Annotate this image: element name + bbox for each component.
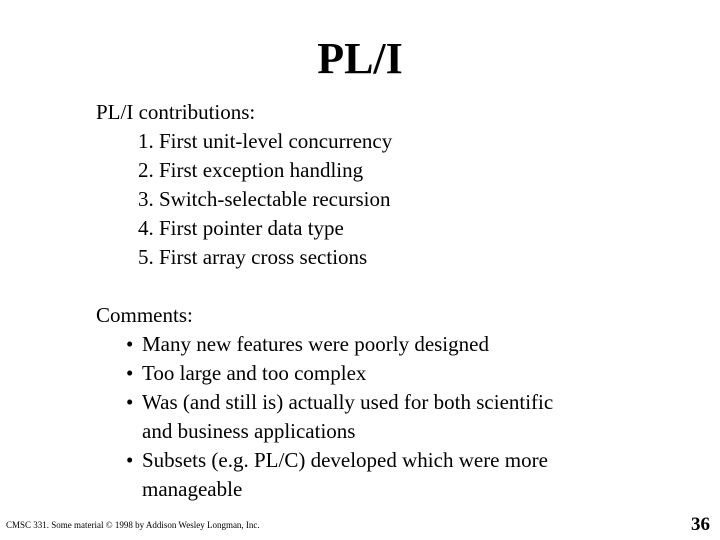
comments-section [96,301,553,504]
page-number: 36 [691,514,710,535]
contributions-heading: PL/I contributions: [96,100,256,124]
contribution-item: 5. First array cross sections [138,245,368,269]
comment-item [96,446,553,504]
comment-line: Many new features were poorly designed [142,332,489,356]
bullet-icon: • [126,448,134,472]
comment-line: and business applications [142,419,356,443]
contribution-item: 3. Switch-selectable recursion [138,187,391,211]
comment-item [96,330,553,359]
comment-line: Was (and still is) actually used for both scientific [142,390,554,414]
contributions-list [96,127,392,272]
contributions-section [96,98,392,272]
bullet-icon: • [126,390,134,414]
bullet-icon: • [126,332,134,356]
comments-list [96,330,553,504]
comment-line: Too large and too complex [142,361,367,385]
comment-line: Subsets (e.g. PL/C) developed which were more [142,448,548,472]
comments-heading: Comments: [96,303,193,327]
contribution-item: 4. First pointer data type [138,216,344,240]
slide-title: PL/I [317,34,403,83]
comment-item [96,359,553,388]
contribution-item: 1. First unit-level concurrency [138,129,393,153]
footer-note: CMSC 331. Some material © 1998 by Addison Wesley Longman, Inc. [6,520,260,530]
contribution-item: 2. First exception handling [138,158,364,182]
bullet-icon: • [126,361,134,385]
comment-line: manageable [142,477,243,501]
comment-item [96,388,553,446]
